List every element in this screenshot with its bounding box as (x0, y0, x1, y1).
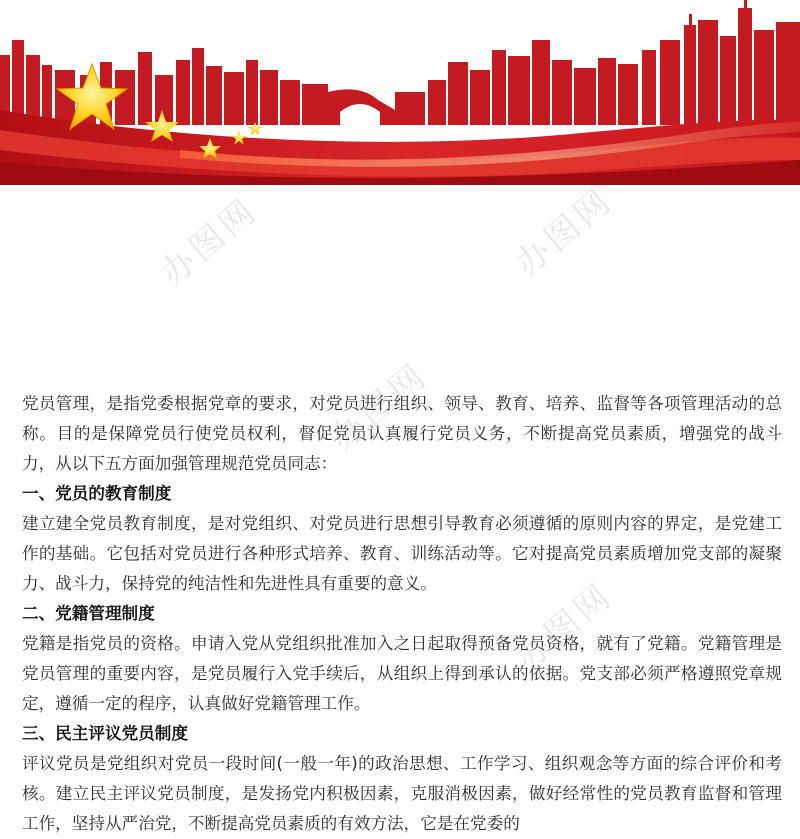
section-paragraph: 评议党员是党组织对党员一段时间(一般一年)的政治思想、工作学习、组织观念等方面的综合评价和考核。建立民主评议党员制度，是发扬党内积极因素，克服消极因素，做好经常性的党员教育监督和管理工作，坚持从严治党，不断提高党员素质的有效方法，它是在党委的 (22, 754, 782, 833)
watermark-text: 办图网 (507, 180, 621, 285)
section-heading: 一、党员的教育制度 (22, 484, 172, 503)
section-paragraph: 党籍是指党员的资格。申请入党从党组织批准加入之日起取得预备党员资格，就有了党籍。党籍管理是党员管理的重要内容，是党员履行入党手续后，从组织上得到承认的依据。党支部必须严格遵照党章规定，遵循一定的程序，认真做好党籍管理工作。 (22, 634, 782, 713)
section-heading: 二、党籍管理制度 (22, 604, 155, 623)
city-skyline-banner (0, 0, 800, 185)
skyline (0, 0, 800, 125)
section-heading: 三、民主评议党员制度 (22, 724, 188, 743)
intro-paragraph: 党员管理，是指党委根据党章的要求，对党员进行组织、领导、教育、培养、监督等各项管理活动的总称。目的是保障党员行使党员权利，督促党员认真履行党员义务，不断提高党员素质，增强党的战斗力，从以下五方面加强管理规范党员同志： (22, 394, 782, 473)
watermark-text: 办图网 (152, 190, 266, 295)
watermark-text: 办图网 (507, 575, 621, 680)
document-body (22, 389, 782, 839)
header-banner (0, 0, 800, 185)
section-paragraph: 建立建全党员教育制度，是对党组织、对党员进行思想引导教育必须遵循的原则内容的界定，是党建工作的基础。它包括对党员进行各种形式培养、教育、训练活动等。它对提高党员素质增加党支部的凝聚力、战斗力，保持党的纯洁性和先进性具有重要的意义。 (22, 514, 782, 593)
watermark-text: 办图网 (322, 355, 436, 460)
